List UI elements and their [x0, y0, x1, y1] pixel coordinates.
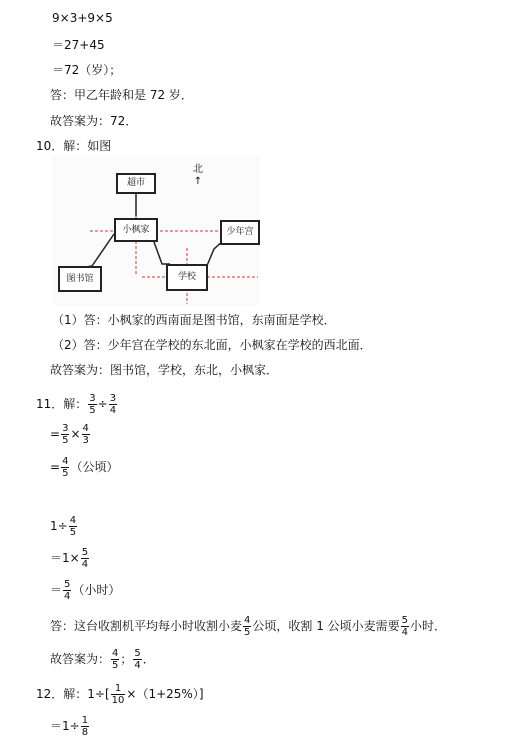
youth-palace-box: 少年宫 [220, 220, 260, 245]
equals-sign: ＝ [50, 583, 63, 597]
numerator: 3 [89, 393, 96, 404]
q11-final-answer [50, 647, 155, 671]
divide-sign: ÷ [97, 397, 108, 411]
numerator: 5 [134, 648, 141, 659]
q9-line-2: ＝27+45 [52, 38, 105, 52]
numerator: 4 [62, 456, 69, 467]
map-diagram [52, 156, 260, 306]
denominator: 10 [111, 695, 125, 706]
one-times: ＝1× [50, 551, 80, 565]
q10-answer-2: （2）答：少年宫在学校的东北面，小枫家在学校的西北面． [52, 338, 372, 352]
fraction-5-4 [81, 547, 89, 570]
q12-line-1 [36, 682, 204, 706]
fraction-4-5 [243, 615, 251, 638]
north-label: 北 [193, 164, 203, 175]
equals-sign: = [50, 427, 61, 441]
fraction-5-4 [63, 579, 71, 602]
q9-line-3: ＝72（岁）； [52, 63, 122, 77]
one-divide: 1÷ [50, 519, 68, 533]
denominator: 4 [134, 660, 141, 671]
times-expression: ×（1+25%） [126, 687, 199, 701]
answer-text-b: 公顷，收割 1 公顷小麦需要 [252, 619, 400, 633]
separator: ； [120, 652, 133, 666]
q11-answer [50, 614, 446, 638]
fraction-1-8 [81, 715, 89, 738]
q11-heading: 11．解： [36, 397, 88, 411]
unit-hour: （小时） [72, 583, 121, 597]
home-box: 小枫家 [114, 218, 158, 242]
answer-text-c: 小时． [410, 619, 447, 633]
numerator: 5 [64, 579, 71, 590]
q9-final-answer: 故答案为：72． [50, 114, 138, 128]
q11-line-5 [50, 546, 90, 570]
q11-line-1 [36, 392, 118, 416]
fraction-4-5 [69, 515, 77, 538]
fraction-4-5 [61, 456, 69, 479]
fraction-5-4 [133, 648, 141, 671]
denominator: 4 [64, 591, 71, 602]
q9-answer: 答：甲乙年龄和是 72 岁． [50, 88, 193, 102]
q12-heading: 12．解：1÷ [36, 687, 105, 701]
q10-answer-1: （1）答：小枫家的西南面是图书馆，东南面是学校． [52, 313, 336, 327]
numerator: 1 [111, 683, 126, 695]
times-sign: × [70, 427, 81, 441]
numerator: 5 [401, 615, 409, 626]
left-bracket: [ [104, 687, 110, 701]
one-divide: ＝1÷ [50, 719, 80, 733]
denominator: 4 [81, 559, 89, 570]
denominator: 5 [62, 468, 69, 479]
fraction-1-10 [111, 683, 126, 706]
fraction-4-5 [111, 648, 119, 671]
road-home-school [154, 242, 170, 264]
library-box: 图书馆 [58, 266, 102, 292]
q10-heading: 10．解：如图 [36, 139, 112, 153]
denominator: 4 [109, 405, 117, 416]
final-end: ． [142, 652, 155, 666]
numerator: 4 [82, 423, 89, 434]
numerator: 4 [244, 615, 251, 626]
q10-final-answer: 故答案为：图书馆，学校，东北，小枫家． [50, 363, 279, 377]
denominator: 8 [81, 727, 89, 738]
fraction-5-4 [401, 615, 409, 638]
denominator: 5 [112, 660, 119, 671]
fraction-3-4 [109, 393, 117, 416]
unit-hectare: （公顷） [70, 460, 119, 474]
denominator: 5 [89, 405, 96, 416]
numerator: 1 [81, 715, 89, 726]
north-indicator [191, 164, 205, 188]
north-arrow-icon: ↑ [193, 176, 203, 187]
denominator: 3 [82, 435, 89, 446]
q11-line-4 [50, 514, 78, 538]
equals-sign: = [50, 460, 61, 474]
school-box: 学校 [166, 264, 208, 291]
denominator: 5 [62, 435, 69, 446]
fraction-3-5 [88, 393, 96, 416]
right-bracket: ] [198, 687, 204, 701]
final-label: 故答案为： [50, 652, 111, 666]
numerator: 4 [112, 648, 119, 659]
fraction-4-3 [82, 423, 90, 446]
q12-line-2 [50, 714, 90, 738]
supermarket-box: 超市 [116, 173, 156, 194]
denominator: 5 [244, 627, 251, 638]
denominator: 4 [401, 627, 409, 638]
q11-line-6 [50, 578, 120, 602]
numerator: 3 [109, 393, 117, 404]
q9-line-1: 9×3+9×5 [52, 11, 113, 25]
q11-line-3 [50, 455, 118, 479]
fraction-3-5 [61, 423, 69, 446]
numerator: 5 [81, 547, 89, 558]
numerator: 4 [69, 515, 77, 526]
answer-text-a: 答：这台收割机平均每小时收割小麦 [50, 619, 243, 633]
q11-line-2 [50, 422, 91, 446]
numerator: 3 [62, 423, 69, 434]
denominator: 5 [69, 527, 77, 538]
road-home-library [80, 234, 114, 268]
